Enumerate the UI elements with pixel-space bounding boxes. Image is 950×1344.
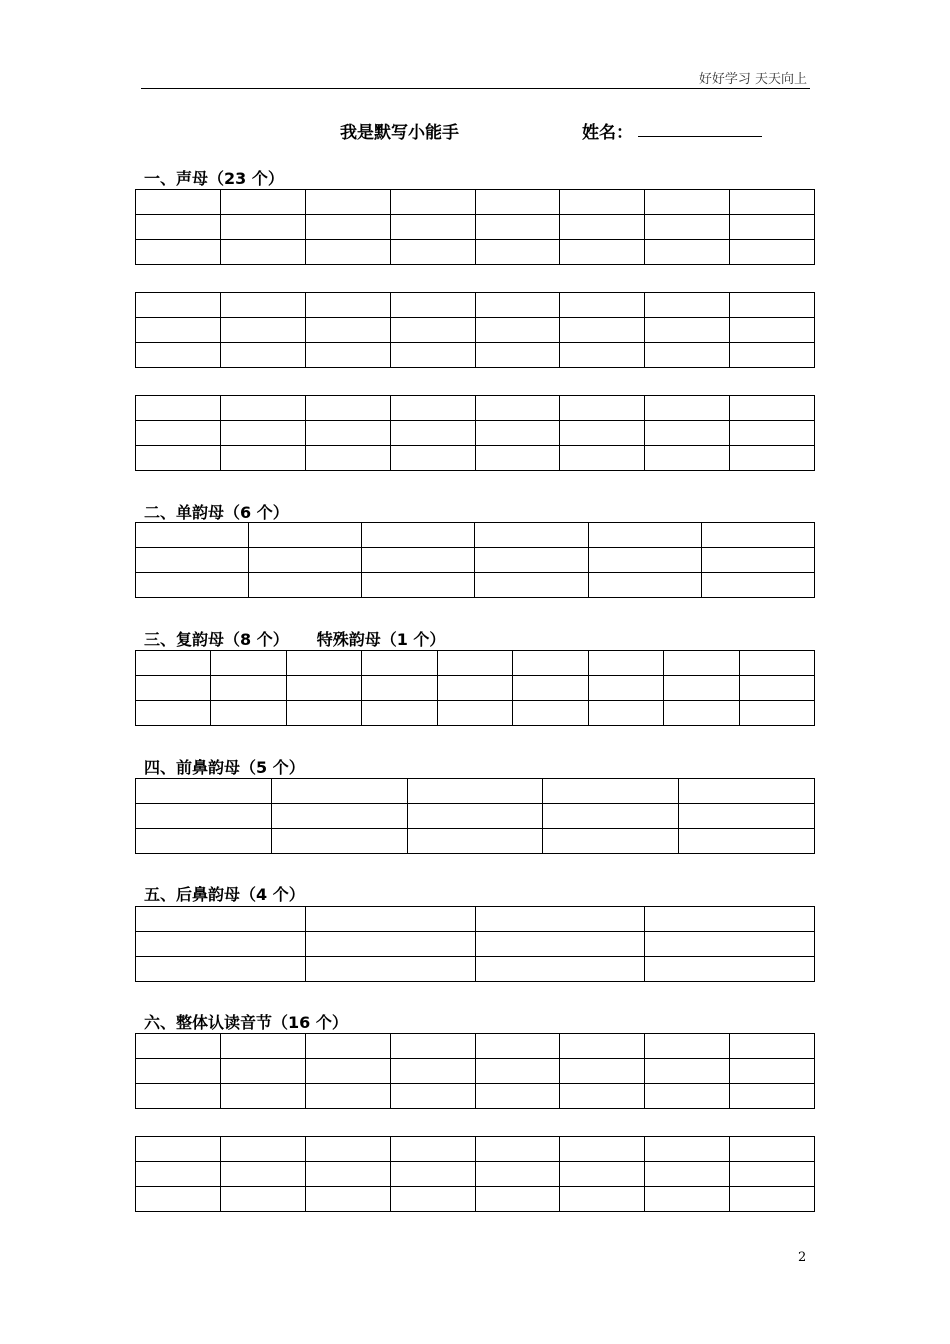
grid-cell <box>645 343 730 368</box>
grid-cell <box>305 1084 390 1109</box>
grid-cell <box>286 701 361 726</box>
grid-cell <box>390 1187 475 1212</box>
whole-syllables-grid-1 <box>135 1033 815 1109</box>
grid-cell <box>475 446 560 471</box>
grid-cell <box>475 573 588 598</box>
section-title-whole-syllables: 六、整体认读音节（16 个） <box>144 1013 348 1032</box>
grid-cell <box>730 1084 815 1109</box>
grid-cell <box>730 421 815 446</box>
grid-cell <box>136 343 221 368</box>
grid-cell <box>211 701 286 726</box>
grid-cell <box>136 1034 221 1059</box>
grid-cell <box>679 804 815 829</box>
grid-cell <box>407 804 543 829</box>
grid-cell <box>730 446 815 471</box>
grid-cell <box>437 651 512 676</box>
back-nasal-finals-grid <box>135 906 815 982</box>
grid-cell <box>475 1187 560 1212</box>
grid-cell <box>220 396 305 421</box>
grid-cell <box>475 932 645 957</box>
grid-cell <box>305 907 475 932</box>
name-blank-line <box>638 136 762 137</box>
grid-cell <box>560 190 645 215</box>
grid-cell <box>136 651 211 676</box>
grid-cell <box>136 446 221 471</box>
grid-row <box>136 932 815 957</box>
grid-cell <box>271 804 407 829</box>
grid-cell <box>305 215 390 240</box>
grid-cell <box>220 215 305 240</box>
grid-cell <box>588 676 663 701</box>
grid-cell <box>475 215 560 240</box>
grid-cell <box>645 396 730 421</box>
grid-row <box>136 293 815 318</box>
grid-cell <box>645 1137 730 1162</box>
grid-cell <box>739 651 815 676</box>
grid-cell <box>588 573 701 598</box>
name-label: 姓名： <box>582 123 633 143</box>
grid-cell <box>220 1187 305 1212</box>
special-finals-label: 特殊韵母（1 个） <box>316 630 446 649</box>
grid-cell <box>560 318 645 343</box>
grid-cell <box>730 1162 815 1187</box>
grid-cell <box>645 1034 730 1059</box>
grid-cell <box>475 396 560 421</box>
grid-row <box>136 523 815 548</box>
grid-cell <box>560 1059 645 1084</box>
grid-cell <box>730 190 815 215</box>
grid-cell <box>136 215 221 240</box>
grid-cell <box>362 573 475 598</box>
page-header-text: 好好学习 天天向上 <box>698 72 807 87</box>
grid-cell <box>645 421 730 446</box>
grid-cell <box>220 1162 305 1187</box>
grid-cell <box>645 1059 730 1084</box>
grid-cell <box>305 396 390 421</box>
grid-cell <box>664 651 739 676</box>
grid-cell <box>390 240 475 265</box>
grid-cell <box>220 318 305 343</box>
grid-row <box>136 804 815 829</box>
grid-cell <box>220 293 305 318</box>
grid-row <box>136 1084 815 1109</box>
grid-cell <box>305 1187 390 1212</box>
grid-cell <box>475 318 560 343</box>
grid-cell <box>730 215 815 240</box>
grid-cell <box>645 1187 730 1212</box>
grid-cell <box>220 1034 305 1059</box>
grid-cell <box>305 240 390 265</box>
grid-cell <box>645 240 730 265</box>
grid-cell <box>390 343 475 368</box>
grid-cell <box>437 701 512 726</box>
grid-cell <box>136 701 211 726</box>
grid-cell <box>730 293 815 318</box>
grid-cell <box>475 343 560 368</box>
grid-cell <box>362 548 475 573</box>
grid-row <box>136 651 815 676</box>
grid-cell <box>730 396 815 421</box>
grid-cell <box>390 1084 475 1109</box>
grid-row <box>136 1059 815 1084</box>
grid-cell <box>730 240 815 265</box>
grid-cell <box>136 1059 221 1084</box>
grid-row <box>136 676 815 701</box>
worksheet-title: 我是默写小能手 <box>340 123 459 143</box>
grid-cell <box>513 701 588 726</box>
grid-row <box>136 1137 815 1162</box>
grid-row <box>136 1034 815 1059</box>
grid-cell <box>645 293 730 318</box>
grid-cell <box>220 1137 305 1162</box>
grid-row <box>136 240 815 265</box>
grid-cell <box>645 1162 730 1187</box>
grid-row <box>136 215 815 240</box>
grid-cell <box>475 1137 560 1162</box>
grid-cell <box>560 1084 645 1109</box>
grid-cell <box>305 1034 390 1059</box>
grid-cell <box>730 1034 815 1059</box>
grid-cell <box>664 701 739 726</box>
grid-cell <box>390 421 475 446</box>
grid-cell <box>475 1034 560 1059</box>
grid-cell <box>136 573 249 598</box>
grid-cell <box>730 1137 815 1162</box>
grid-row <box>136 1162 815 1187</box>
grid-row <box>136 1187 815 1212</box>
initials-grid-2 <box>135 292 815 368</box>
grid-cell <box>305 293 390 318</box>
grid-row <box>136 957 815 982</box>
grid-cell <box>588 548 701 573</box>
grid-cell <box>390 1137 475 1162</box>
grid-cell <box>362 523 475 548</box>
grid-cell <box>136 829 272 854</box>
grid-cell <box>560 421 645 446</box>
section-title-front-nasal-finals: 四、前鼻韵母（5 个） <box>144 758 305 777</box>
grid-cell <box>560 396 645 421</box>
grid-cell <box>136 523 249 548</box>
grid-cell <box>305 446 390 471</box>
grid-cell <box>220 1059 305 1084</box>
whole-syllables-grid-2 <box>135 1136 815 1212</box>
grid-cell <box>543 829 679 854</box>
grid-cell <box>136 1084 221 1109</box>
grid-cell <box>730 1187 815 1212</box>
initials-grid-3 <box>135 395 815 471</box>
grid-row <box>136 701 815 726</box>
grid-cell <box>390 446 475 471</box>
grid-cell <box>136 548 249 573</box>
section-title-simple-finals: 二、单韵母（6 个） <box>144 503 289 522</box>
grid-cell <box>136 907 306 932</box>
grid-cell <box>513 676 588 701</box>
grid-cell <box>475 240 560 265</box>
grid-cell <box>475 421 560 446</box>
grid-cell <box>560 1162 645 1187</box>
section-title-initials: 一、声母（23 个） <box>144 169 284 188</box>
grid-cell <box>560 1187 645 1212</box>
grid-cell <box>701 523 814 548</box>
grid-cell <box>305 1059 390 1084</box>
grid-cell <box>136 1162 221 1187</box>
grid-cell <box>475 548 588 573</box>
grid-cell <box>220 343 305 368</box>
grid-cell <box>645 318 730 343</box>
grid-cell <box>701 573 814 598</box>
grid-cell <box>437 676 512 701</box>
grid-cell <box>645 190 730 215</box>
simple-finals-grid <box>135 522 815 598</box>
grid-cell <box>136 1187 221 1212</box>
front-nasal-finals-grid <box>135 778 815 854</box>
grid-cell <box>730 1059 815 1084</box>
grid-cell <box>513 651 588 676</box>
grid-cell <box>136 190 221 215</box>
grid-row <box>136 779 815 804</box>
grid-cell <box>560 446 645 471</box>
grid-cell <box>136 1137 221 1162</box>
grid-cell <box>305 190 390 215</box>
grid-cell <box>136 676 211 701</box>
grid-cell <box>730 343 815 368</box>
grid-cell <box>645 957 815 982</box>
grid-cell <box>305 1137 390 1162</box>
grid-cell <box>560 1137 645 1162</box>
grid-cell <box>407 779 543 804</box>
grid-cell <box>588 651 663 676</box>
grid-cell <box>560 293 645 318</box>
grid-cell <box>543 804 679 829</box>
grid-row <box>136 396 815 421</box>
grid-cell <box>220 421 305 446</box>
grid-cell <box>136 957 306 982</box>
grid-cell <box>560 343 645 368</box>
grid-cell <box>211 676 286 701</box>
grid-cell <box>679 779 815 804</box>
grid-cell <box>390 190 475 215</box>
grid-cell <box>271 829 407 854</box>
grid-cell <box>739 676 815 701</box>
grid-cell <box>390 215 475 240</box>
grid-cell <box>211 651 286 676</box>
grid-cell <box>220 190 305 215</box>
section-title-back-nasal-finals: 五、后鼻韵母（4 个） <box>144 885 305 904</box>
grid-row <box>136 190 815 215</box>
grid-cell <box>390 318 475 343</box>
grid-cell <box>645 446 730 471</box>
grid-cell <box>475 1162 560 1187</box>
grid-cell <box>136 421 221 446</box>
grid-cell <box>305 957 475 982</box>
grid-row <box>136 548 815 573</box>
grid-cell <box>390 1162 475 1187</box>
grid-row <box>136 421 815 446</box>
grid-cell <box>271 779 407 804</box>
header-rule <box>141 88 810 89</box>
grid-cell <box>136 318 221 343</box>
grid-cell <box>305 932 475 957</box>
grid-cell <box>560 1034 645 1059</box>
grid-cell <box>664 676 739 701</box>
section-title-compound-finals <box>144 627 445 650</box>
grid-cell <box>136 932 306 957</box>
grid-cell <box>220 240 305 265</box>
grid-cell <box>249 573 362 598</box>
grid-cell <box>560 240 645 265</box>
grid-cell <box>286 676 361 701</box>
grid-cell <box>362 651 437 676</box>
grid-cell <box>136 804 272 829</box>
initials-grid-1 <box>135 189 815 265</box>
grid-cell <box>645 907 815 932</box>
grid-cell <box>249 523 362 548</box>
compound-finals-label: 三、复韵母（8 个） <box>144 630 289 649</box>
grid-cell <box>475 1059 560 1084</box>
grid-row <box>136 318 815 343</box>
grid-cell <box>136 396 221 421</box>
grid-cell <box>390 1034 475 1059</box>
grid-cell <box>220 446 305 471</box>
grid-row <box>136 829 815 854</box>
grid-cell <box>475 957 645 982</box>
grid-cell <box>645 215 730 240</box>
grid-cell <box>305 1162 390 1187</box>
grid-cell <box>362 676 437 701</box>
grid-cell <box>286 651 361 676</box>
grid-row <box>136 907 815 932</box>
grid-cell <box>136 779 272 804</box>
grid-cell <box>136 293 221 318</box>
grid-cell <box>730 318 815 343</box>
grid-cell <box>305 421 390 446</box>
grid-cell <box>543 779 679 804</box>
grid-cell <box>588 701 663 726</box>
compound-finals-grid <box>135 650 815 726</box>
grid-cell <box>362 701 437 726</box>
grid-cell <box>305 343 390 368</box>
grid-cell <box>390 293 475 318</box>
grid-cell <box>249 548 362 573</box>
grid-row <box>136 446 815 471</box>
grid-cell <box>305 318 390 343</box>
grid-cell <box>475 523 588 548</box>
grid-cell <box>645 932 815 957</box>
grid-cell <box>679 829 815 854</box>
grid-row <box>136 343 815 368</box>
grid-cell <box>475 293 560 318</box>
grid-cell <box>645 1084 730 1109</box>
grid-cell <box>560 215 645 240</box>
page-number: 2 <box>798 1250 807 1265</box>
grid-cell <box>475 190 560 215</box>
grid-cell <box>220 1084 305 1109</box>
grid-cell <box>588 523 701 548</box>
grid-cell <box>407 829 543 854</box>
grid-cell <box>739 701 815 726</box>
grid-row <box>136 573 815 598</box>
grid-cell <box>475 1084 560 1109</box>
grid-cell <box>390 396 475 421</box>
grid-cell <box>390 1059 475 1084</box>
grid-cell <box>701 548 814 573</box>
grid-cell <box>475 907 645 932</box>
grid-cell <box>136 240 221 265</box>
